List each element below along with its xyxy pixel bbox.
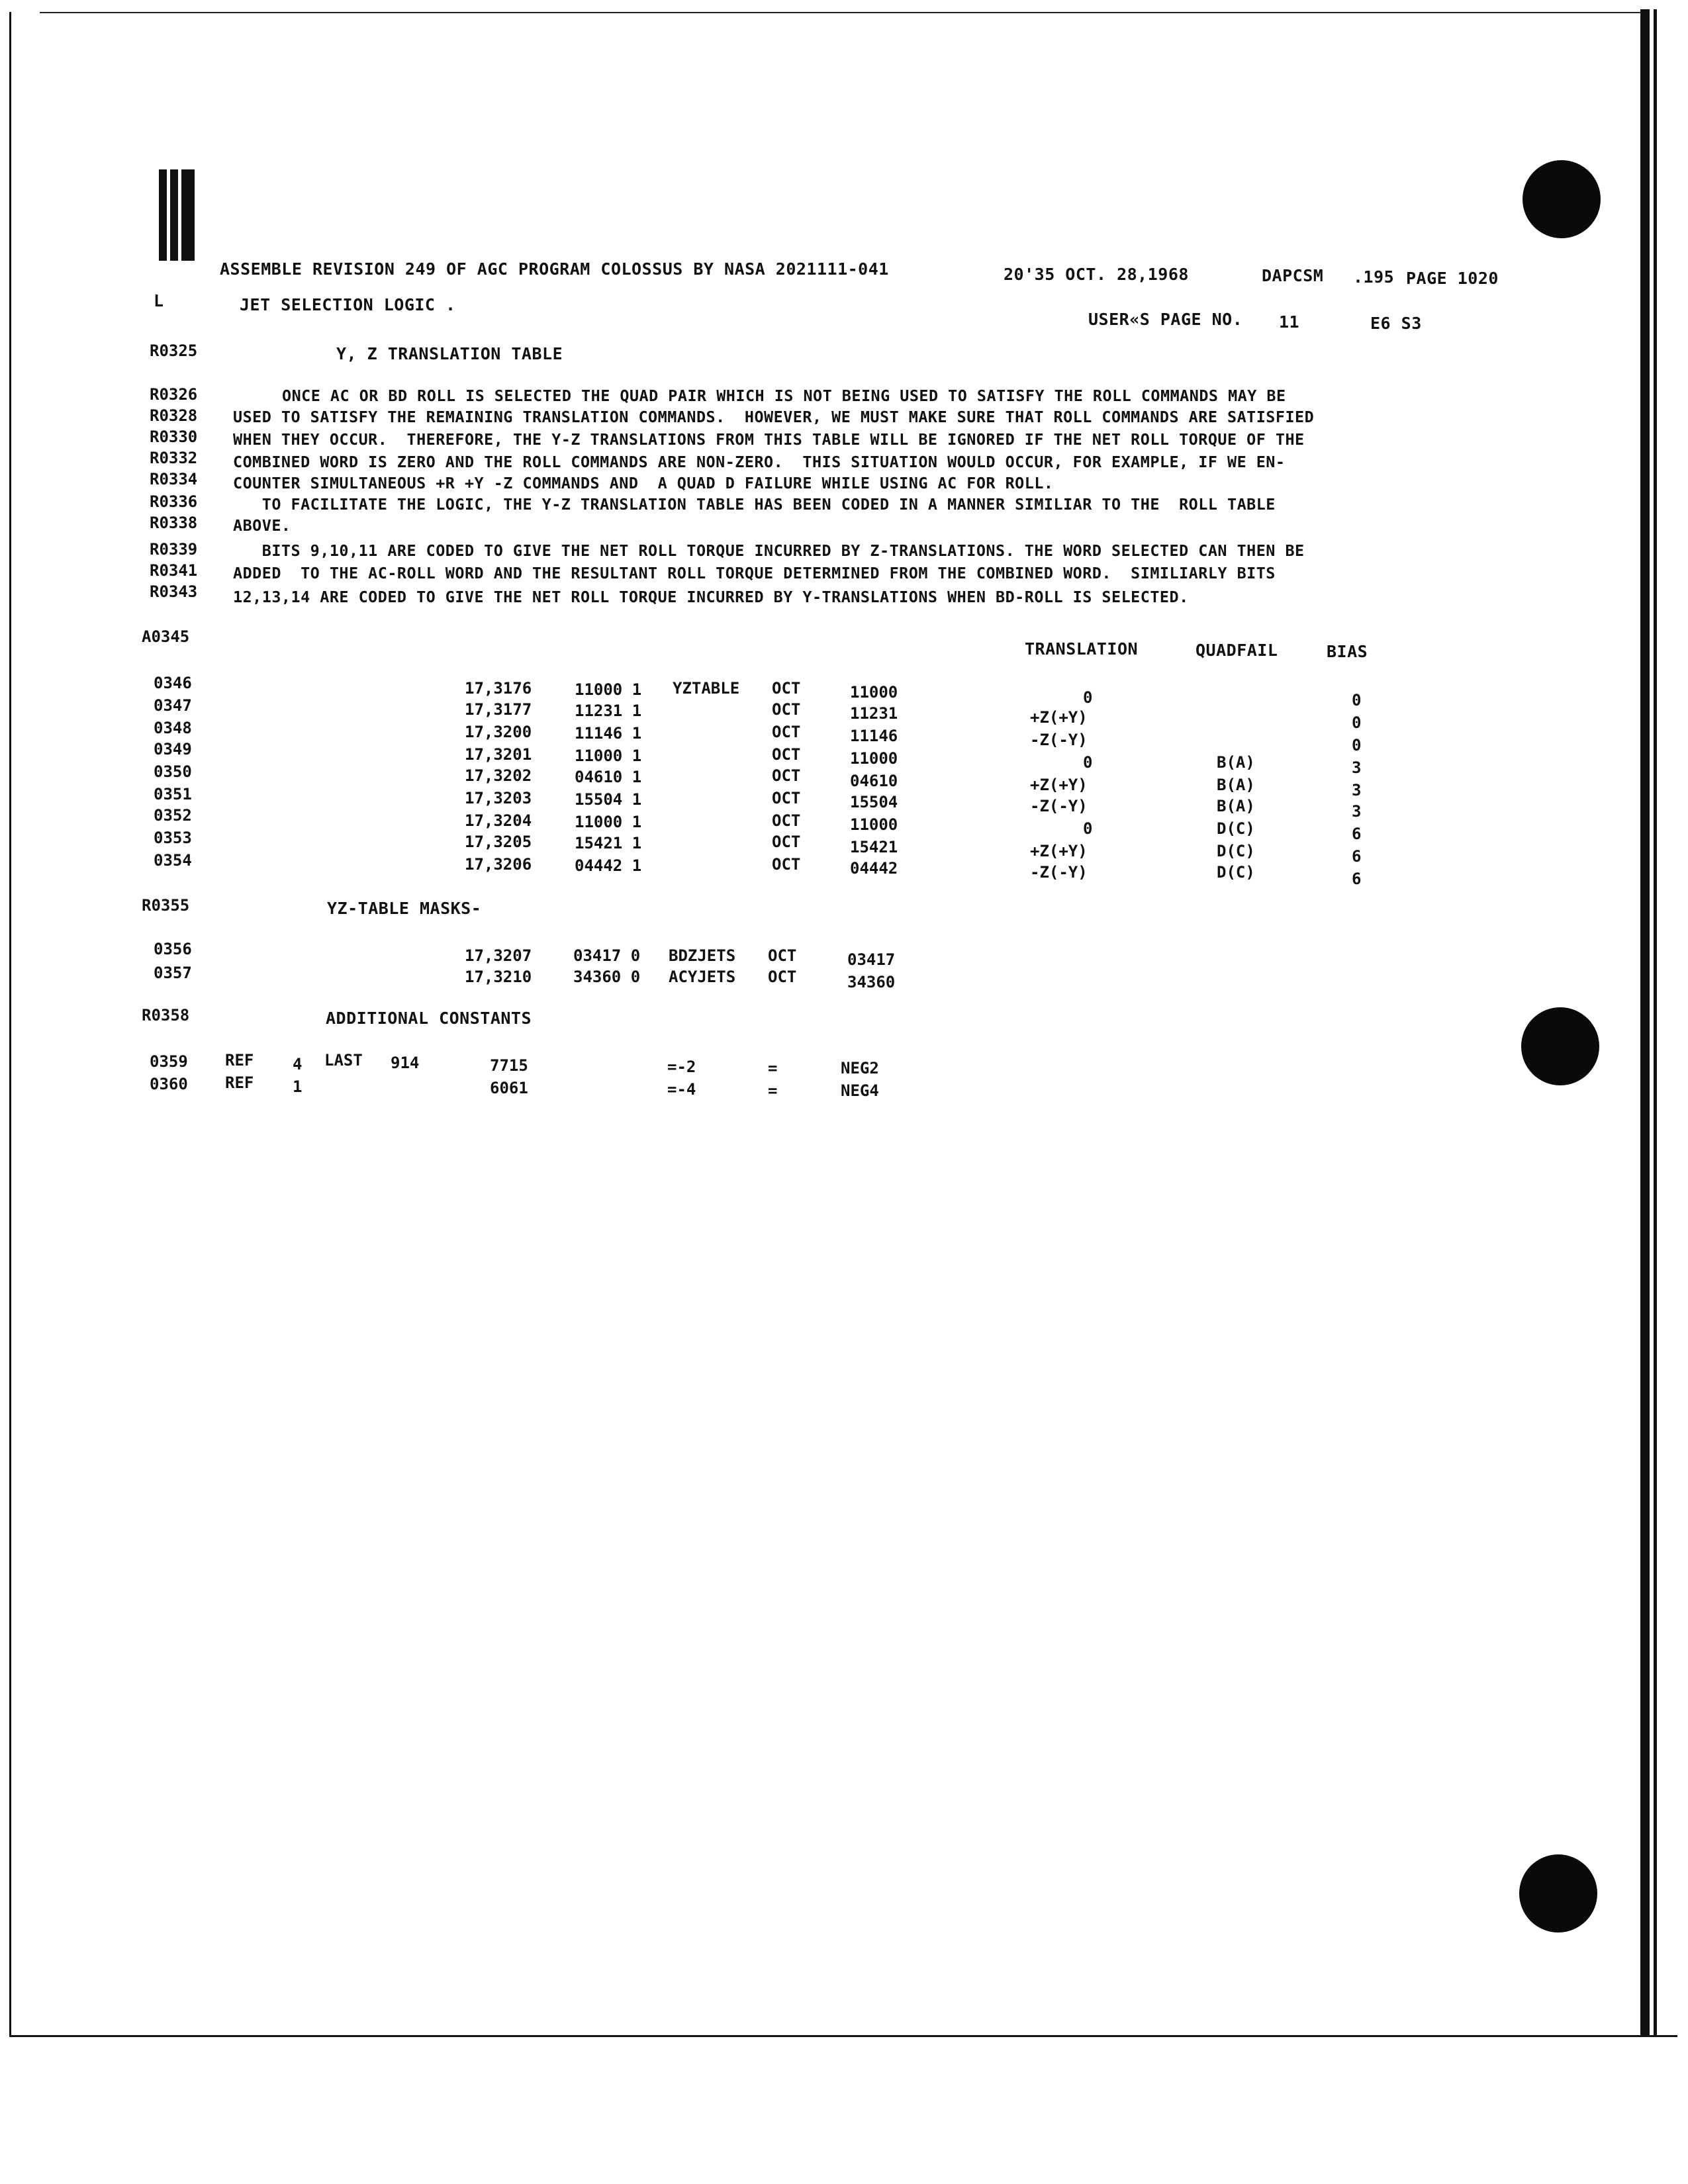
row-line: 0354 [154,851,192,870]
row-ref: REF [225,1051,254,1069]
line-id: A0345 [142,627,190,646]
page-border-bottom [9,2035,1677,2037]
row-word: 11146 1 [575,724,642,743]
row-address: 17,3205 [465,833,532,851]
row-line: 0350 [154,762,192,781]
row-bias: 0 [1352,691,1362,709]
line-id: R0334 [150,470,198,488]
row-ref: REF [225,1073,254,1092]
row-label: ACYJETS [669,968,736,986]
row-op: OCT [772,679,801,698]
row-translation: +Z(+Y) [1030,776,1088,794]
row-line: 0360 [150,1075,188,1093]
row-word: 11000 1 [575,680,642,699]
row-address: 17,3177 [465,700,532,719]
comment-line: ADDED TO THE AC-ROLL WORD AND THE RESULTANT ROLL TORQUE DETERMINED FROM THE COMBINED WORD. SIMILIARLY BITS [233,564,1276,582]
comment-line: 12,13,14 ARE CODED TO GIVE THE NET ROLL TORQUE INCURRED BY Y-TRANSLATIONS WHEN BD-ROLL IS SELECTED. [233,588,1189,606]
row-address: 17,3200 [465,723,532,741]
row-line: 0352 [154,806,192,825]
row-line: 0359 [150,1052,188,1071]
line-id: R0358 [142,1006,190,1024]
comment-line: ABOVE. [233,516,291,535]
row-label: BDZJETS [669,946,736,965]
masks-title: YZ-TABLE MASKS- [327,899,482,918]
binder-edge-inner [1654,9,1657,2036]
row-value: 11000 [850,815,898,834]
row-line: 0349 [154,740,192,758]
line-id: R0325 [150,341,198,360]
listing-page-ref: .195 [1353,267,1395,287]
column-header-bias: BIAS [1327,642,1368,661]
row-quadfail: D(C) [1217,863,1255,882]
users-page-number: 11 [1279,312,1300,332]
row-value: 11000 [850,683,898,702]
row-value: 11146 [850,727,898,745]
row-word: 11231 1 [575,702,642,720]
row-address: 17,3176 [465,679,532,698]
line-id: R0338 [150,514,198,532]
row-line: 0347 [154,696,192,715]
line-id: R0339 [150,540,198,559]
row-quadfail: B(A) [1217,753,1255,772]
row-word: 11000 1 [575,813,642,831]
row-ref-count: 4 [293,1055,303,1073]
row-quadfail: D(C) [1217,819,1255,838]
row-quadfail: B(A) [1217,776,1255,794]
row-address: 17,3207 [465,946,532,965]
row-translation: 0 [1083,688,1093,707]
page-code: E6 S3 [1370,314,1422,333]
row-address: 17,3206 [465,855,532,874]
row-bias: 3 [1352,781,1362,799]
comment-line: COUNTER SIMULTANEOUS +R +Y -Z COMMANDS AND A QUAD D FAILURE WHILE USING AC FOR ROLL. [233,474,1054,492]
row-line: 0346 [154,674,192,692]
line-id: R0355 [142,896,190,915]
row-translation: -Z(-Y) [1030,863,1088,882]
line-id: R0341 [150,561,198,580]
row-equals: = [768,1081,778,1100]
row-quadfail: B(A) [1217,797,1255,815]
row-equals: = [768,1059,778,1077]
row-word: 04610 1 [575,768,642,786]
line-id: R0330 [150,428,198,446]
row-op: OCT [772,855,801,874]
comment-heading: Y, Z TRANSLATION TABLE [336,344,563,363]
row-op: OCT [768,946,797,965]
row-bias: 0 [1352,713,1362,732]
row-quadfail: D(C) [1217,842,1255,860]
row-op: OCT [772,811,801,830]
row-expression: =-4 [667,1080,696,1099]
line-id: R0332 [150,449,198,467]
page-border-top [40,12,1648,13]
row-address: 7715 [490,1056,528,1075]
comment-line: USED TO SATISFY THE REMAINING TRANSLATION COMMANDS. HOWEVER, WE MUST MAKE SURE THAT ROLL COMMANDS ARE SATISFIED [233,408,1315,426]
listing-title: ASSEMBLE REVISION 249 OF AGC PROGRAM COLOSSUS BY NASA 2021111-041 [220,259,889,279]
row-word: 04442 1 [575,856,642,875]
row-op: OCT [772,766,801,785]
row-op: OCT [772,789,801,807]
punch-hole-top [1523,160,1601,238]
row-op: OCT [772,833,801,851]
row-line: 0357 [154,964,192,982]
row-bias: 3 [1352,802,1362,821]
line-l: L [154,291,164,310]
row-last-number: 914 [391,1054,420,1072]
row-name: NEG4 [841,1081,879,1100]
row-value: 15421 [850,838,898,856]
row-op: OCT [768,968,797,986]
row-word: 15504 1 [575,790,642,809]
binder-edge [1640,9,1650,2036]
line-id: R0326 [150,385,198,404]
row-op: OCT [772,700,801,719]
row-value: 03417 [847,950,896,969]
row-bias: 6 [1352,847,1362,866]
row-word: 11000 1 [575,747,642,765]
listing-program: DAPCSM [1262,266,1324,285]
section-title: JET SELECTION LOGIC . [240,295,456,314]
row-value: 04610 [850,772,898,790]
row-translation: 0 [1083,819,1093,838]
row-address: 6061 [490,1079,528,1097]
row-bias: 6 [1352,825,1362,843]
listing-page: PAGE 1020 [1406,269,1499,288]
row-line: 0356 [154,940,192,958]
marker-bars [159,169,196,261]
row-name: NEG2 [841,1059,879,1077]
listing-timestamp: 20'35 OCT. 28,1968 [1004,265,1189,284]
row-value: 11000 [850,749,898,768]
row-translation: -Z(-Y) [1030,797,1088,815]
row-last: LAST [324,1051,363,1069]
comment-line: ONCE AC OR BD ROLL IS SELECTED THE QUAD PAIR WHICH IS NOT BEING USED TO SATISFY THE ROLL COMMANDS MAY BE [282,387,1286,405]
comment-line: BITS 9,10,11 ARE CODED TO GIVE THE NET ROLL TORQUE INCURRED BY Z-TRANSLATIONS. THE WORD SELECTED CAN THEN BE [233,541,1305,560]
punch-hole-middle [1521,1007,1599,1085]
row-translation: +Z(+Y) [1030,708,1088,727]
row-value: 34360 [847,973,896,991]
row-address: 17,3202 [465,766,532,785]
row-address: 17,3210 [465,968,532,986]
row-address: 17,3203 [465,789,532,807]
row-label: YZTABLE [673,679,740,698]
row-value: 15504 [850,793,898,811]
line-id: R0328 [150,406,198,425]
punch-hole-bottom [1519,1854,1597,1933]
row-line: 0348 [154,719,192,737]
row-line: 0353 [154,829,192,847]
row-word: 03417 0 [573,946,641,965]
row-bias: 6 [1352,870,1362,888]
line-id: R0343 [150,582,198,601]
row-word: 34360 0 [573,968,641,986]
row-value: 11231 [850,704,898,723]
column-header-quadfail: QUADFAIL [1196,641,1278,660]
row-op: OCT [772,723,801,741]
row-translation: -Z(-Y) [1030,731,1088,749]
row-translation: +Z(+Y) [1030,842,1088,860]
row-expression: =-2 [667,1058,696,1076]
column-header-translation: TRANSLATION [1025,639,1139,659]
comment-line: COMBINED WORD IS ZERO AND THE ROLL COMMANDS ARE NON-ZERO. THIS SITUATION WOULD OCCUR, FOR EXAMPLE, IF WE EN- [233,453,1286,471]
row-bias: 0 [1352,736,1362,754]
comment-line: TO FACILITATE THE LOGIC, THE Y-Z TRANSLATION TABLE HAS BEEN CODED IN A MANNER SIMILIAR TO THE ROLL TABLE [233,495,1276,514]
comment-line: WHEN THEY OCCUR. THEREFORE, THE Y-Z TRANSLATIONS FROM THIS TABLE WILL BE IGNORED IF THE NET ROLL TORQUE OF THE [233,430,1305,449]
row-op: OCT [772,745,801,764]
row-address: 17,3204 [465,811,532,830]
users-page-label: USER«S PAGE NO. [1088,310,1243,329]
constants-title: ADDITIONAL CONSTANTS [326,1009,532,1028]
row-translation: 0 [1083,753,1093,772]
line-id: R0336 [150,492,198,511]
row-line: 0351 [154,785,192,803]
row-address: 17,3201 [465,745,532,764]
row-ref-count: 1 [293,1077,303,1096]
row-word: 15421 1 [575,834,642,852]
row-bias: 3 [1352,758,1362,777]
page-border-left [9,12,11,2036]
row-value: 04442 [850,859,898,878]
